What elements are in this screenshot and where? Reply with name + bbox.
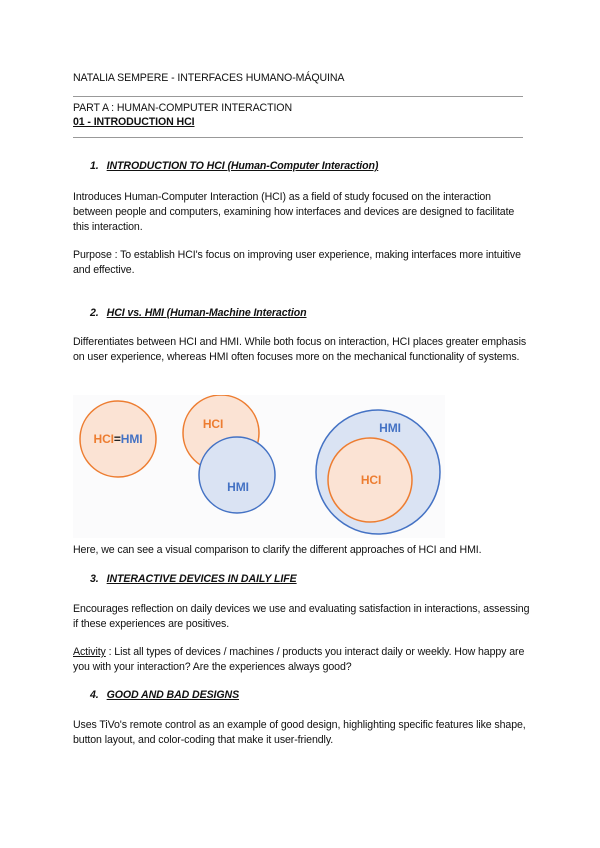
svg-text:HCI=HMI: HCI=HMI (93, 432, 143, 446)
hci-equals-hmi-circle (80, 401, 156, 477)
paragraph: Differentiates between HCI and HMI. While both focus on interaction, HCI places greater emphasis on user experience, whereas HMI often focuses more on the mechanical functionality of systems. (73, 336, 527, 363)
nested-circles (316, 410, 440, 534)
paragraph: Encourages reflection on daily devices we use and evaluating satisfaction in interactions, assessing if these experiences are positives. (73, 603, 530, 630)
paragraph: Purpose : To establish HCI's focus on improving user experience, making interfaces more intuitive and effective. (73, 249, 521, 276)
heading-1: 1. INTRODUCTION TO HCI (Human-Computer Interaction) (90, 160, 379, 172)
heading-2: 2. HCI vs. HMI (Human-Machine Interaction (90, 307, 307, 319)
divider (73, 96, 523, 97)
heading-3: 3. INTERACTIVE DEVICES IN DAILY LIFE (90, 573, 297, 585)
svg-text:HMI: HMI (227, 480, 249, 494)
svg-text:HCI: HCI (360, 473, 382, 487)
paragraph: Uses TiVo's remote control as an example of good design, highlighting specific features like shape, button layout, and color-coding that make it user-friendly. (73, 719, 526, 746)
paragraph: Introduces Human-Computer Interaction (HCI) as a field of study focused on the interaction between people and computers, examining how interfaces and devices are designed to facilitate this interaction. (73, 191, 515, 233)
document-header: NATALIA SEMPERE - INTERFACES HUMANO-MÁQUINA (73, 72, 345, 84)
divider (73, 137, 523, 138)
heading-4: 4. GOOD AND BAD DESIGNS (90, 689, 240, 701)
paragraph: Here, we can see a visual comparison to clarify the different approaches of HCI and HMI. (73, 544, 482, 556)
hci-hmi-diagram (73, 395, 445, 538)
part-title: PART A : HUMAN-COMPUTER INTERACTION (73, 102, 292, 114)
activity-paragraph: Activity : List all types of devices / machines / products you interact daily or weekly. How happy are you with your interaction? Are the experiences always good? (73, 646, 525, 673)
svg-text:HMI: HMI (379, 421, 401, 435)
overlapping-circles (183, 395, 275, 513)
section-title: 01 - INTRODUCTION HCI (73, 116, 195, 128)
svg-text:HCI: HCI (202, 417, 224, 431)
